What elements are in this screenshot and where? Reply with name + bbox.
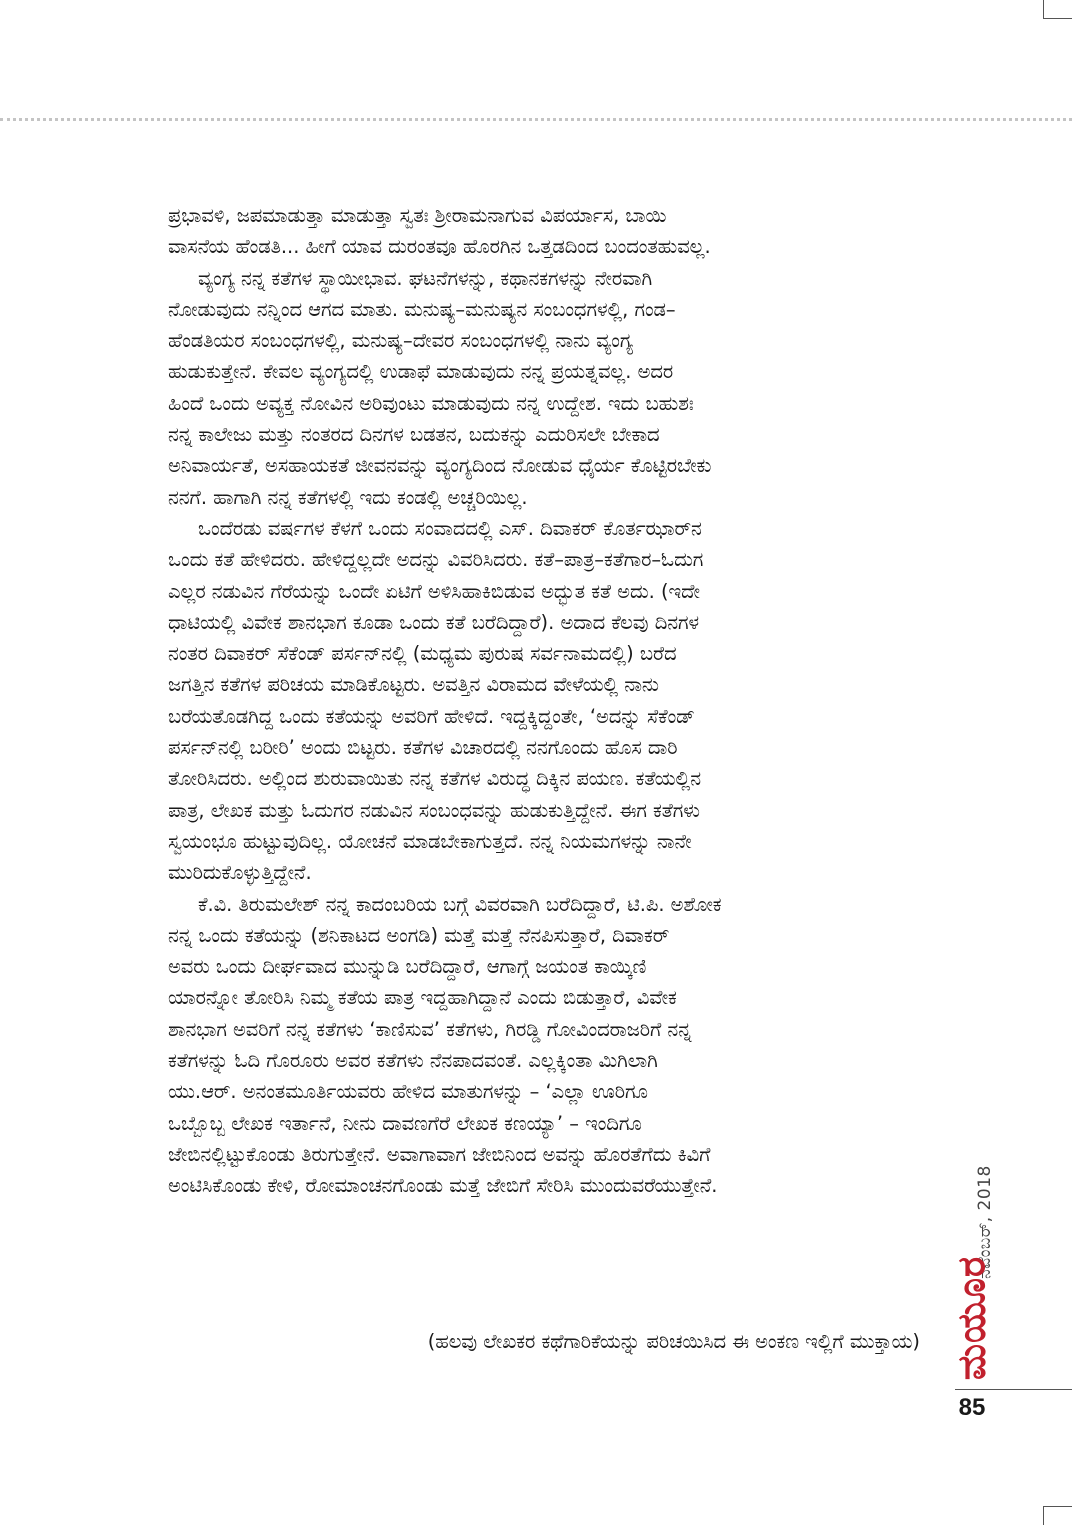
paragraph [168,200,916,263]
crop-mark-top-right-horizontal [1043,18,1072,19]
text-line: ನಂತರ ದಿವಾಕರ್ ಸೆಕೆಂಡ್ ಪರ್ಸನ್‌ನಲ್ಲಿ (ಮಧ್ಯಮ ಪುರುಷ ಸರ್ವನಾಮದಲ್ಲಿ) ಬರೆದ [168,642,677,666]
text-line: ಕೆ.ವಿ. ತಿರುಮಲೇಶ್ ನನ್ನ ಕಾದಂಬರಿಯ ಬಗ್ಗೆ ವಿವರವಾಗಿ ಬರೆದಿದ್ದಾರೆ, ಟಿ.ಪಿ. ಅಶೋಕ [198,892,722,916]
text-line: ನನಗೆ. ಹಾಗಾಗಿ ನನ್ನ ಕತೆಗಳಲ್ಲಿ ಇದು ಕಂಡಲ್ಲಿ ಅಚ್ಚರಿಯಿಲ್ಲ. [168,485,528,509]
text-line: ಯಾರನ್ನೋ ತೋರಿಸಿ ನಿಮ್ಮ ಕತೆಯ ಪಾತ್ರ ಇದ್ದಹಾಗಿದ್ದಾನೆ ಎಂದು ಬಿಡುತ್ತಾರೆ, ವಿವೇಕ [168,986,677,1010]
paragraph [168,513,916,889]
text-line: ಪರ್ಸನ್‌ನಲ್ಲಿ ಬರೀರಿ’ ಅಂದು ಬಿಟ್ಟರು. ಕತೆಗಳ ವಿಚಾರದಲ್ಲಿ ನನಗೊಂದು ಹೊಸ ದಾರಿ [168,736,678,760]
text-line: ಒಬ್ಬೊಬ್ಬ ಲೇಖಕ ಇರ್ತಾನೆ, ನೀನು ದಾವಣಗೆರೆ ಲೇಖಕ ಕಣಯ್ಯಾ’ – ಇಂದಿಗೂ [168,1111,642,1135]
text-line: ಜೇಬಿನಲ್ಲಿಟ್ಟುಕೊಂಡು ತಿರುಗುತ್ತೇನೆ. ಅವಾಗಾವಾಗ ಜೇಬಿನಿಂದ ಅವನ್ನು ಹೊರತೆಗೆದು ಕಿವಿಗೆ [168,1142,711,1166]
text-line: ಪಾತ್ರ, ಲೇಖಕ ಮತ್ತು ಓದುಗರ ನಡುವಿನ ಸಂಬಂಧವನ್ನು ಹುಡುಕುತ್ತಿದ್ದೇನೆ. ಈಗ ಕತೆಗಳು [168,798,700,822]
text-line: ನನ್ನ ಒಂದು ಕತೆಯನ್ನು (ಶನಿಕಾಟದ ಅಂಗಡಿ) ಮತ್ತೆ ಮತ್ತೆ ನೆನಪಿಸುತ್ತಾರೆ, ದಿವಾಕರ್ [168,923,670,947]
header-dotted-rule [0,118,1072,121]
text-line: ನೋಡುವುದು ನನ್ನಿಂದ ಆಗದ ಮಾತು. ಮನುಷ್ಯ–ಮನುಷ್ಯನ ಸಂಬಂಧಗಳಲ್ಲಿ, ಗಂಡ– [168,297,676,321]
text-line: ಜಗತ್ತಿನ ಕತೆಗಳ ಪರಿಚಯ ಮಾಡಿಕೊಟ್ಟರು. ಅವತ್ತಿನ ವಿರಾಮದ ವೇಳೆಯಲ್ಲಿ ನಾನು [168,673,659,697]
text-line: ನನ್ನ ಕಾಲೇಜು ಮತ್ತು ನಂತರದ ದಿನಗಳ ಬಡತನ, ಬದುಕನ್ನು ಎದುರಿಸಲೇ ಬೇಕಾದ [168,423,660,447]
text-line: ವಾಸನೆಯ ಹೆಂಡತಿ... ಹೀಗೆ ಯಾವ ದುರಂತವೂ ಹೊರಗಿನ ಒತ್ತಡದಿಂದ ಬಂದಂತಹುವಲ್ಲ. [168,235,711,259]
crop-mark-top-right-vertical [1043,0,1044,18]
text-line: ಹುಡುಕುತ್ತೇನೆ. ಕೇವಲ ವ್ಯಂಗ್ಯದಲ್ಲಿ ಉಡಾಫೆ ಮಾಡುವುದು ನನ್ನ ಪ್ರಯತ್ನವಲ್ಲ. ಅದರ [168,360,674,384]
page-number-rule [955,1389,1072,1390]
issue-date: ನವೆಂಬರ್, 2018 [975,1165,995,1279]
text-line: ಹೆಂಡತಿಯರ ಸಂಬಂಧಗಳಲ್ಲಿ, ಮನುಷ್ಯ–ದೇವರ ಸಂಬಂಧಗಳಲ್ಲಿ ನಾನು ವ್ಯಂಗ್ಯ [168,329,634,353]
text-line: ಬರೆಯತೊಡಗಿದ್ದ ಒಂದು ಕತೆಯನ್ನು ಅವರಿಗೆ ಹೇಳಿದೆ. ಇದ್ದಕ್ಕಿದ್ದಂತೇ, ‘ಅದನ್ನು ಸೆಕೆಂಡ್ [168,704,695,728]
text-line: ಒಂದೆರಡು ವರ್ಷಗಳ ಕೆಳಗೆ ಒಂದು ಸಂವಾದದಲ್ಲಿ ಎಸ್. ದಿವಾಕರ್ ಕೊರ್ತಝಾರ್‌ನ [198,516,702,540]
text-line: ಪ್ರಭಾವಳಿ, ಜಪಮಾಡುತ್ತಾ ಮಾಡುತ್ತಾ ಸ್ವತಃ ಶ್ರೀರಾಮನಾಗುವ ವಿಪರ್ಯಾಸ, ಬಾಯಿ [168,204,667,227]
text-line: ಹಿಂದೆ ಒಂದು ಅವ್ಯಕ್ತ ನೋವಿನ ಅರಿವುಂಟು ಮಾಡುವುದು ನನ್ನ ಉದ್ದೇಶ. ಇದು ಬಹುಶಃ [168,391,694,415]
crop-mark-bottom-right-horizontal [1043,1506,1072,1507]
crop-mark-bottom-right-vertical [1043,1506,1044,1525]
paragraph [168,263,916,513]
text-line: ವ್ಯಂಗ್ಯ ನನ್ನ ಕತೆಗಳ ಸ್ಥಾಯೀಭಾವ. ಘಟನೆಗಳನ್ನು, ಕಥಾನಕಗಳನ್ನು ನೇರವಾಗಿ [198,266,653,290]
page-number: 85 [958,1394,986,1421]
text-line: ಧಾಟಿಯಲ್ಲಿ ವಿವೇಕ ಶಾನಭಾಗ ಕೂಡಾ ಒಂದು ಕತೆ ಬರೆದಿದ್ದಾರೆ). ಅದಾದ ಕೆಲವು ದಿನಗಳ [168,610,700,634]
text-line: ಎಲ್ಲರ ನಡುವಿನ ಗೆರೆಯನ್ನು ಒಂದೇ ಏಟಿಗೆ ಅಳಿಸಿಹಾಕಿಬಿಡುವ ಅದ್ಭುತ ಕತೆ ಅದು. (ಇದೇ [168,579,701,603]
magazine-logo: ಮಯೂರ [949,1255,994,1381]
text-line: ಸ್ವಯಂಭೂ ಹುಟ್ಟುವುದಿಲ್ಲ. ಯೋಚನೆ ಮಾಡಬೇಕಾಗುತ್ತದೆ. ನನ್ನ ನಿಯಮಗಳನ್ನು ನಾನೇ [168,829,692,853]
text-line: ಅನಿವಾರ್ಯತೆ, ಅಸಹಾಯಕತೆ ಜೀವನವನ್ನು ವ್ಯಂಗ್ಯದಿಂದ ನೋಡುವ ಧೈರ್ಯ ಕೊಟ್ಟಿರಬೇಕು [168,454,712,478]
text-line: ತೋರಿಸಿದರು. ಅಲ್ಲಿಂದ ಶುರುವಾಯಿತು ನನ್ನ ಕತೆಗಳ ವಿರುದ್ಧ ದಿಕ್ಕಿನ ಪಯಣ. ಕತೆಯಲ್ಲಿನ [168,767,702,791]
text-line: ಒಂದು ಕತೆ ಹೇಳಿದರು. ಹೇಳಿದ್ದಲ್ಲದೇ ಅದನ್ನು ವಿವರಿಸಿದರು. ಕತೆ–ಪಾತ್ರ–ಕತೆಗಾರ–ಓದುಗ [168,548,704,572]
text-line: ಶಾನಭಾಗ ಅವರಿಗೆ ನನ್ನ ಕತೆಗಳು ‘ಕಾಣಿಸುವ’ ಕತೆಗಳು, ಗಿರಡ್ಡಿ ಗೋವಿಂದರಾಜರಿಗೆ ನನ್ನ [168,1017,692,1041]
series-end-note: (ಹಲವು ಲೇಖಕರ ಕಥೆಗಾರಿಕೆಯನ್ನು ಪರಿಚಯಿಸಿದ ಈ ಅಂಕಣ ಇಲ್ಲಿಗೆ ಮುಕ್ತಾಯ) [427,1330,920,1353]
text-line: ಕತೆಗಳನ್ನು ಓದಿ ಗೊರೂರು ಅವರ ಕತೆಗಳು ನೆನಪಾದವಂತೆ. ಎಲ್ಲಕ್ಕಿಂತಾ ಮಿಗಿಲಾಗಿ [168,1049,658,1073]
text-line: ಅವರು ಒಂದು ದೀರ್ಘವಾದ ಮುನ್ನುಡಿ ಬರೆದಿದ್ದಾರೆ, ಆಗಾಗ್ಗೆ ಜಯಂತ ಕಾಯ್ಕಿಣಿ [168,955,647,979]
text-line: ಅಂಟಿಸಿಕೊಂಡು ಕೇಳಿ, ರೋಮಾಂಚನಗೊಂಡು ಮತ್ತೆ ಜೇಬಿಗೆ ಸೇರಿಸಿ ಮುಂದುವರೆಯುತ್ತೇನೆ. [168,1174,718,1198]
article-body [168,200,916,1202]
text-line: ಮುರಿದುಕೊಳ್ಳುತ್ತಿದ್ದೇನೆ. [168,861,312,885]
paragraph [168,889,916,1202]
text-line: ಯು.ಆರ್. ಅನಂತಮೂರ್ತಿಯವರು ಹೇಳಿದ ಮಾತುಗಳನ್ನು – ‘ಎಲ್ಲಾ ಊರಿಗೂ [168,1080,648,1104]
